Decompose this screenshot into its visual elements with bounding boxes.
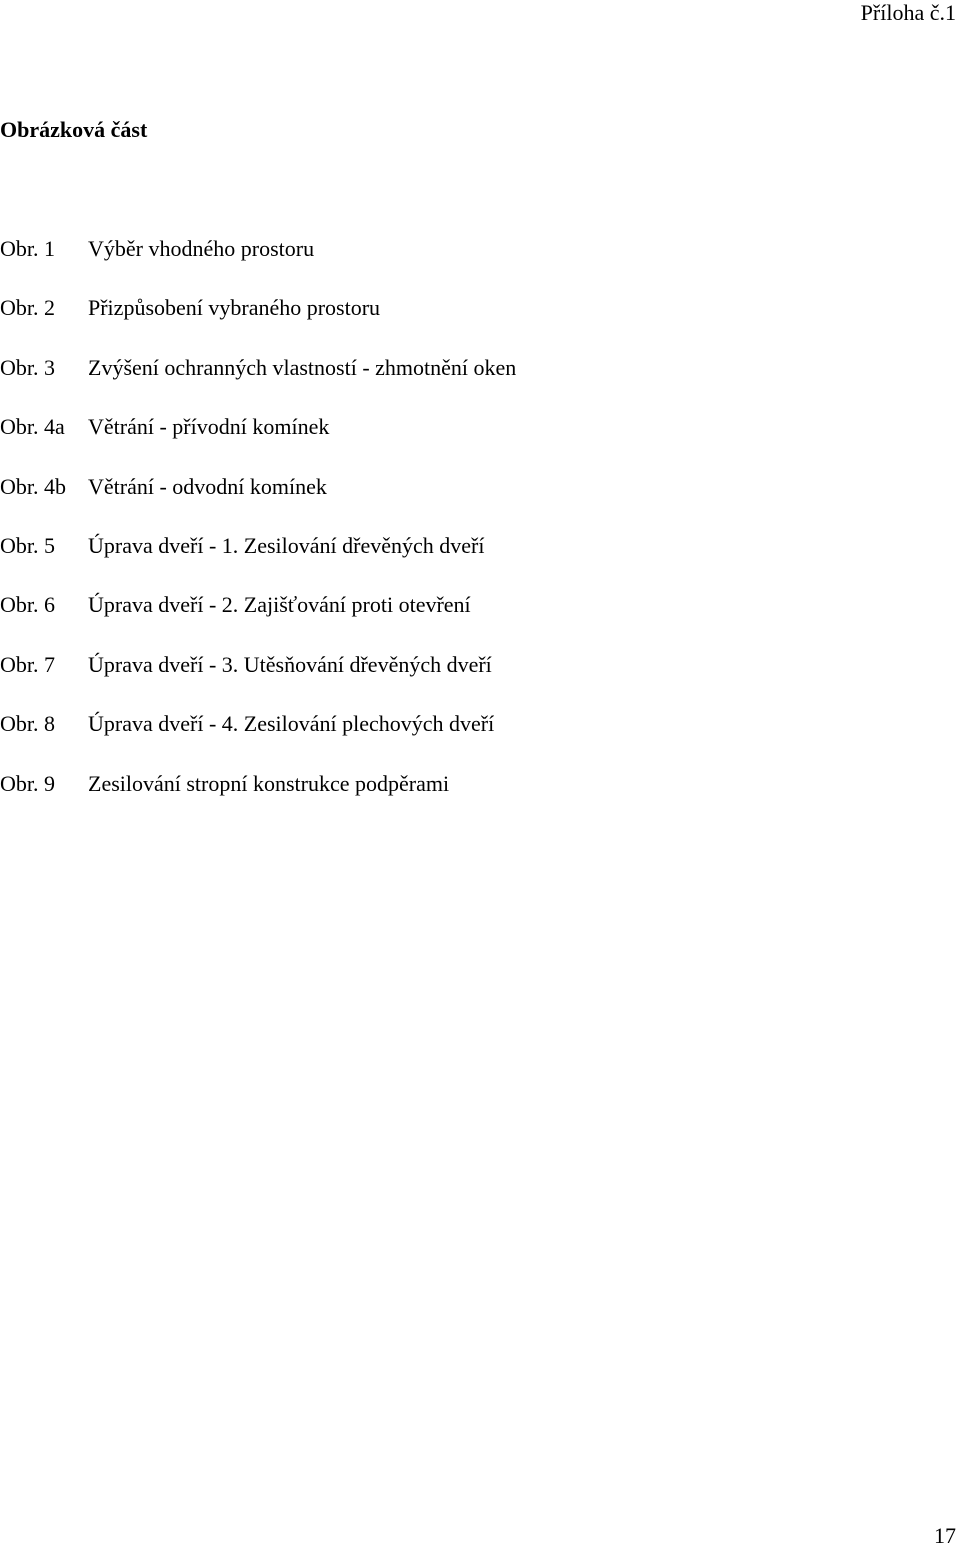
figure-item-8 (0, 710, 900, 769)
figure-caption: Úprava dveří - 1. Zesilování dřevěných dveří (88, 532, 485, 558)
figure-caption: Větrání - odvodní komínek (88, 473, 327, 499)
figure-label: Obr. 4a (0, 414, 65, 440)
figure-label: Obr. 5 (0, 532, 55, 558)
figure-item-7 (0, 651, 900, 710)
figure-caption: Zvýšení ochranných vlastností - zhmotnění oken (88, 354, 517, 380)
figure-label: Obr. 1 (0, 236, 55, 261)
figure-caption: Větrání - přívodní komínek (88, 414, 330, 440)
figure-caption: Výběr vhodného prostoru (88, 236, 315, 261)
figure-label: Obr. 8 (0, 711, 55, 737)
figure-item-1 (0, 235, 900, 294)
figure-item-2 (0, 294, 900, 353)
figure-label: Obr. 3 (0, 354, 55, 380)
figure-item-6 (0, 591, 900, 650)
figure-item-5 (0, 532, 900, 591)
section-title: Obrázková část (0, 117, 148, 142)
figure-caption: Úprava dveří - 2. Zajišťování proti otevření (88, 592, 471, 618)
annex-label: Příloha č.1 (860, 0, 956, 25)
figure-item-9 (0, 770, 900, 829)
figure-caption: Úprava dveří - 4. Zesilování plechových dveří (88, 711, 495, 737)
figure-caption: Přizpůsobení vybraného prostoru (88, 295, 381, 321)
figure-caption: Úprava dveří - 3. Utěsňování dřevěných dveří (88, 651, 492, 677)
page-number: 17 (934, 1523, 956, 1548)
figure-list (0, 235, 900, 829)
figure-item-4b (0, 473, 900, 532)
figure-label: Obr. 4b (0, 473, 66, 499)
figure-label: Obr. 2 (0, 295, 55, 321)
figure-label: Obr. 7 (0, 651, 55, 677)
figure-item-4a (0, 413, 900, 472)
figure-caption: Zesilování stropní konstrukce podpěrami (88, 770, 450, 796)
figure-label: Obr. 9 (0, 770, 55, 796)
figure-item-3 (0, 354, 900, 413)
figure-label: Obr. 6 (0, 592, 55, 618)
